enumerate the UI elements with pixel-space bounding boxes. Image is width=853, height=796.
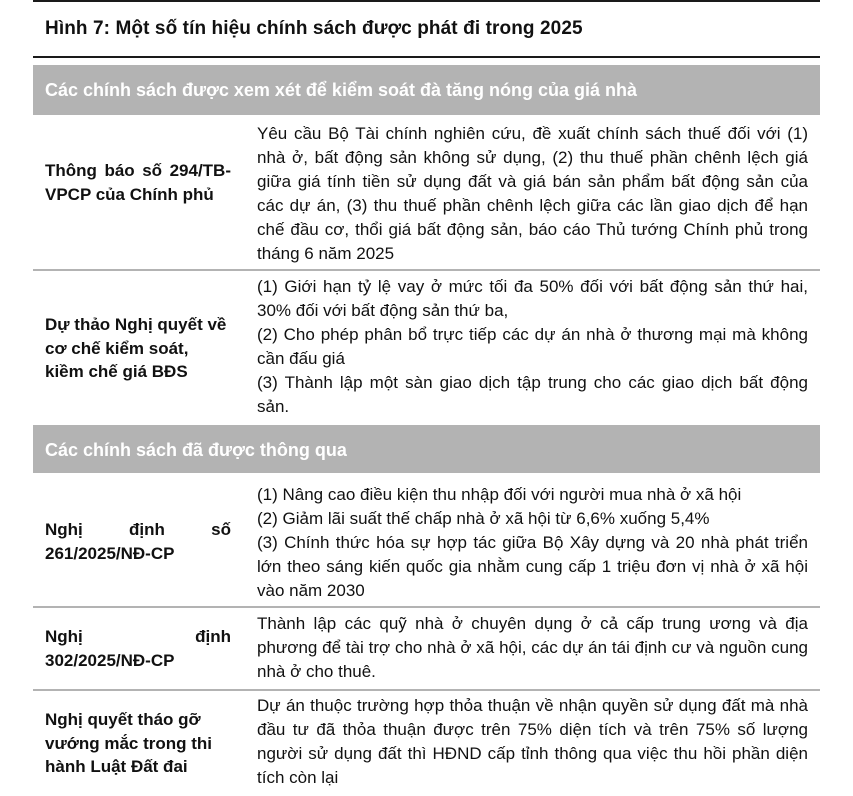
description-line: (1) Nâng cao điều kiện thu nhập đối với người mua nhà ở xã hội (257, 485, 742, 504)
description-line: (1) Giới hạn tỷ lệ vay ở mức tối đa 50% đối với bất động sản thứ hai, 30% đối với bất động sản thứ ba, (257, 277, 808, 320)
row-description (257, 612, 808, 684)
description-line: Yêu cầu Bộ Tài chính nghiên cứu, đề xuất chính sách thuế đối với (1) nhà ở, bất động sản không sử dụng, (2) thu thuế phần chênh lệch giá giữa giá tính tiền sử dụng đất và giá bán sản phẩm bất động sản của các dự án, (3) thu thuế phần chênh lệch giữa các lần giao dịch để hạn chế đầu cơ, thổi giá bất động sản, báo cáo Thủ tướng Chính phủ trong tháng 6 năm 2025 (257, 124, 808, 263)
row-description (257, 483, 808, 603)
description-line: (2) Cho phép phân bổ trực tiếp các dự án nhà ở thương mại mà không cần đấu giá (257, 325, 808, 368)
description-line: (2) Giảm lãi suất thế chấp nhà ở xã hội từ 6,6% xuống 5,4% (257, 509, 710, 528)
row-label: Thông báo số 294/TB-VPCP của Chính phủ (45, 161, 231, 204)
row-description (257, 694, 808, 790)
row-label: Nghị quyết tháo gỡ vướng mắc trong thi hành Luật Đất đai (45, 710, 213, 776)
row-label: Nghị định số 261/2025/NĐ-CP (45, 520, 231, 563)
row-label: Nghị định 302/2025/NĐ-CP (45, 627, 231, 670)
table-row (33, 608, 820, 691)
section-heading-under-consideration: Các chính sách được xem xét để kiểm soát đà tăng nóng của giá nhà (33, 65, 820, 115)
table-row (33, 691, 820, 796)
table-row (33, 115, 820, 271)
table-row (33, 473, 820, 608)
description-line: Thành lập các quỹ nhà ở chuyên dụng ở cả cấp trung ương và địa phương để tài trợ cho nhà ở xã hội, các dự án tái định cư và nguồn cung nhà ở cho thuê. (257, 614, 808, 681)
figure-title: Hình 7: Một số tín hiệu chính sách được phát đi trong 2025 (33, 0, 820, 58)
section-heading-approved: Các chính sách đã được thông qua (33, 427, 820, 473)
description-line: (3) Thành lập một sàn giao dịch tập trung cho các giao dịch bất động sản. (257, 373, 808, 416)
row-description (257, 122, 808, 266)
description-line: Dự án thuộc trường hợp thỏa thuận về nhận quyền sử dụng đất mà nhà đầu tư đã thỏa thuận được trên 75% diện tích và trên 75% số lượng người sử dụng đất thì HĐND cấp tỉnh thông qua việc thu hồi phần diện tích còn lại (257, 696, 808, 787)
table-row (33, 271, 820, 427)
description-line: (3) Chính thức hóa sự hợp tác giữa Bộ Xây dựng và 20 nhà phát triển lớn theo sáng kiến quốc gia nhằm cung cấp 1 triệu đơn vị nhà ở xã hội vào năm 2030 (257, 533, 808, 600)
row-label: Dự thảo Nghị quyết về cơ chế kiểm soát, kiềm chế giá BĐS (45, 315, 227, 381)
row-description (257, 275, 808, 419)
